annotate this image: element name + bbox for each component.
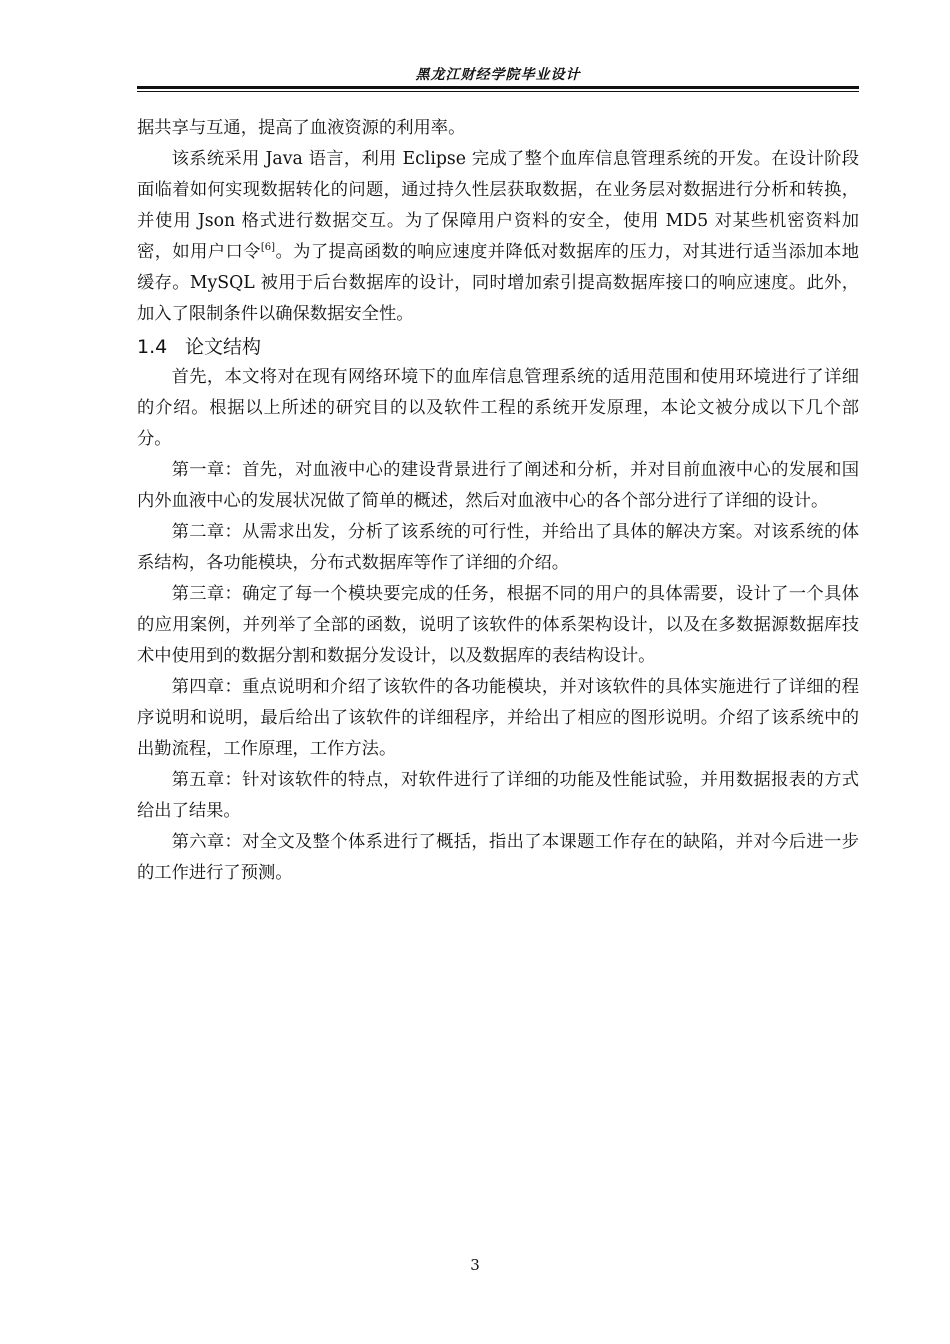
paragraph-chapter-6: 第六章：对全文及整个体系进行了概括，指出了本课题工作存在的缺陷，并对今后进一步的工作进行了预测。 [137,832,859,883]
section-heading [137,332,859,362]
section-number: 1.4 [137,336,168,358]
paragraph-system-overview [137,144,859,330]
document-body [137,113,859,889]
paragraph-continuation: 据共享与互通，提高了血液资源的利用率。 [137,118,466,138]
paragraph-intro: 首先，本文将对在现有网络环境下的血库信息管理系统的适用范围和使用环境进行了详细的介绍。根据以上所述的研究目的以及软件工程的系统开发原理，本论文被分成以下几个部分。 [137,367,859,449]
paragraph-chapter-3: 第三章：确定了每一个模块要完成的任务，根据不同的用户的具体需要，设计了一个具体的应用案例，并列举了全部的函数，说明了该软件的体系架构设计，以及在多数据源数据库技术中使用到的数据分割和数据分发设计，以及数据库的表结构设计。 [137,584,859,666]
section-title: 论文结构 [185,336,262,358]
citation-ref: [6] [260,242,276,254]
header-rule-thick [137,86,859,89]
paragraph-chapter-1: 第一章：首先，对血液中心的建设背景进行了阐述和分析，并对目前血液中心的发展和国内外血液中心的发展状况做了简单的概述，然后对血液中心的各个部分进行了详细的设计。 [137,460,859,511]
paragraph-system-text-1: 该系统采用 Java 语言，利用 Eclipse 完成了整个血库信息管理系统的开发。在设计阶段面临着如何实现数据转化的问题，通过持久性层获取数据，在业务层对数据进行分析和转换，并使用 Json 格式进行数据交互。为了保障用户资料的安全，使用 MD5 对某些机密资料加密，如用户口令 [137,149,859,262]
paragraph-system-text-2: 。为了提高函数的响应速度并降低对数据库的压力，对其进行适当添加本地缓存。MySQL 被用于后台数据库的设计，同时增加索引提高数据库接口的响应速度。此外，加入了限制条件以确保数据安全性。 [137,242,859,324]
paragraph-chapter-4: 第四章：重点说明和介绍了该软件的各功能模块，并对该软件的具体实施进行了详细的程序说明和说明，最后给出了该软件的详细程序，并给出了相应的图形说明。介绍了该系统中的出勤流程，工作原理，工作方法。 [137,677,859,759]
header-rule-thin [137,91,859,92]
page-header [137,62,859,92]
paragraph-chapter-5: 第五章：针对该软件的特点，对软件进行了详细的功能及性能试验，并用数据报表的方式给出了结果。 [137,770,859,821]
page-number: 3 [470,1256,480,1274]
paragraph-chapter-2: 第二章：从需求出发，分析了该系统的可行性，并给出了具体的解决方案。对该系统的体系结构，各功能模块，分布式数据库等作了详细的介绍。 [137,522,859,573]
header-title: 黑龙江财经学院毕业设计 [415,67,581,83]
